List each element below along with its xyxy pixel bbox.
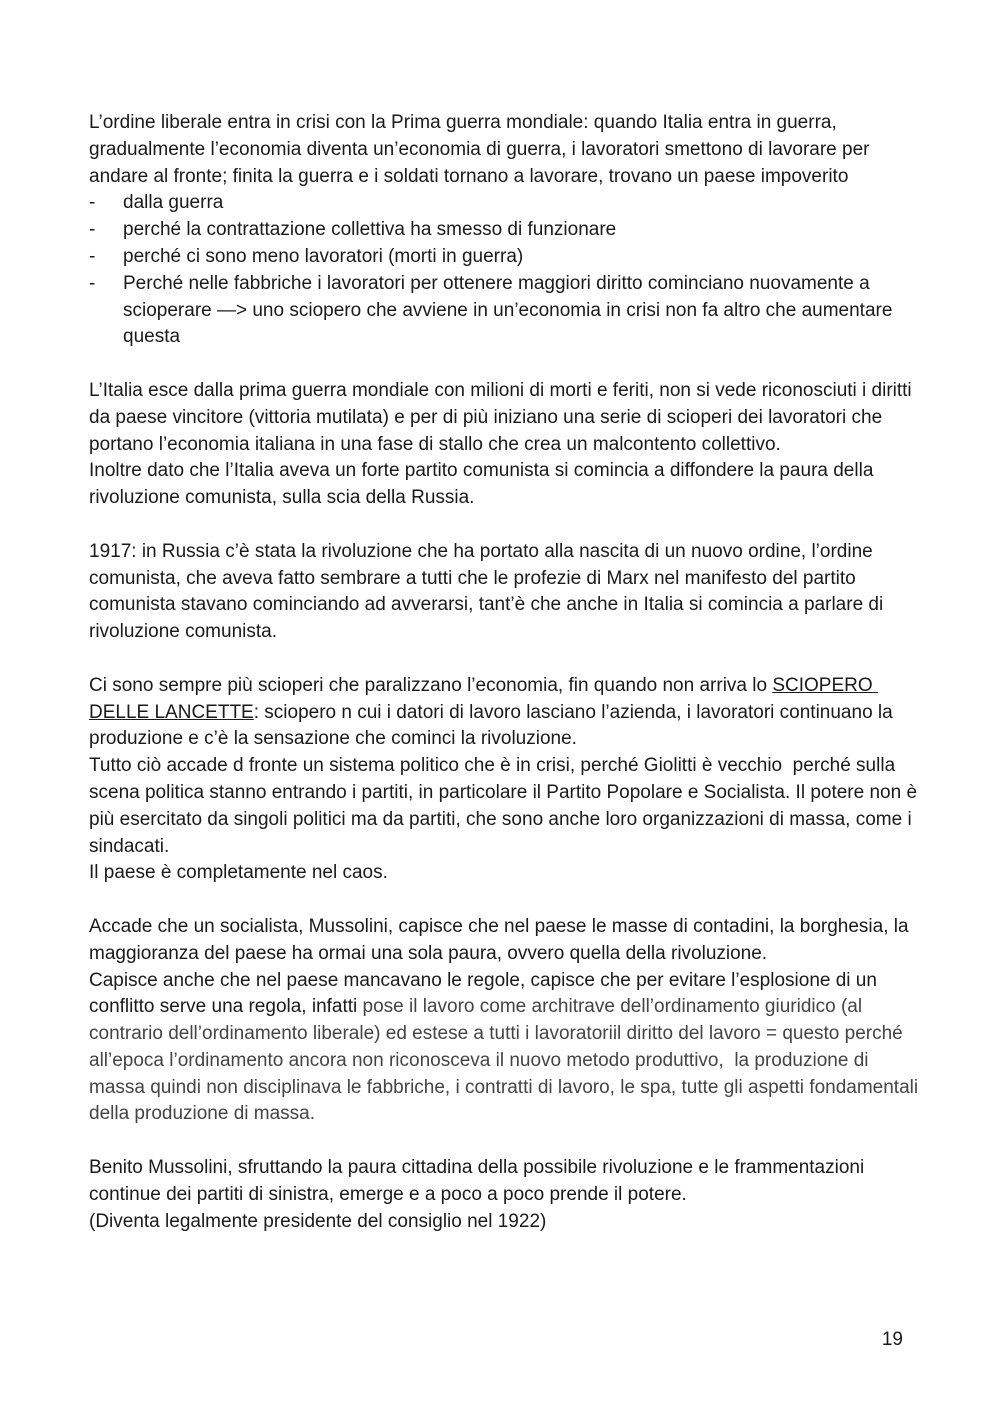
paragraph-mussolini-fear: Accade che un socialista, Mussolini, capisce che nel paese le masse di contadini, la borghesia, la maggioranza del paese ha ormai una sola paura, ovvero quella della rivoluzione.	[89, 915, 914, 964]
paragraph-chaos: Il paese è completamente nel caos.	[89, 862, 388, 884]
list-item: - dalla guerra	[89, 190, 919, 217]
dash-bullet: -	[89, 192, 96, 214]
list-item: - perché la contrattazione collettiva ha smesso di funzionare	[89, 217, 919, 244]
impoverishment-causes-list	[89, 190, 919, 351]
paragraph-war-crisis: L’ordine liberale entra in crisi con la Prima guerra mondiale: quando Italia entra in guerra, gradualmente l’economia diventa un’economia di guerra, i lavoratori smettono di lavorare per andare al fronte; finita la guerra e i soldati tornano a lavorare, trovano un paese impoverito	[89, 112, 875, 187]
page-body	[89, 110, 924, 1235]
paragraph-political-crisis: Tutto ciò accade d fronte un sistema politico che è in crisi, perché Giolitti è vecchio perché sulla scena politica stanno entrando i partiti, in particolare il Partito Popolare e Socialista. Il potere non è più esercitato da singoli politici ma da partiti, che sono anche loro organizzazioni di massa, come i sindacati.	[89, 755, 923, 857]
underlined-term: SCIOPERO DELLE LANCETTE	[89, 674, 878, 723]
list-item: - perché ci sono meno lavoratori (morti in guerra)	[89, 244, 919, 271]
paragraph-1922: (Diventa legalmente presidente del consiglio nel 1922)	[89, 1210, 547, 1232]
paragraph-spacer	[89, 512, 919, 539]
paragraph-spacer	[89, 646, 919, 673]
paragraph-spacer	[89, 1128, 919, 1155]
paragraph-labour-rule: Capisce anche che nel paese mancavano le regole, capisce che per evitare l’esplosione di un conflitto serve una regola, infatti pose il lavoro come architrave dell’ordinamento giuridico (al contrario dell’ordinamento liberale) ed estese a tutti i lavoratoriil diritto del lavoro = questo perché all’epoca l’ordinamento ancora non riconosceva il nuovo metodo produttivo, la produzione di massa quindi non disciplinava le fabbriche, i contratti di lavoro, le spa, tutte gli aspetti fondamentali della produzione di massa.	[89, 969, 924, 1125]
grey-text-run: pose il lavoro come architrave dell’ordinamento giuridico (al contrario dell’ordinamento liberale) ed estese a tutti i lavoratoriil diritto del lavoro = questo perché all’epoca l’ordinamento ancora non riconosceva il nuovo metodo produttivo, la produzione di massa quindi non disciplinava le fabbriche, i contratti di lavoro, le spa, tutte gli aspetti fondamentali della produzione di massa.	[89, 996, 924, 1125]
paragraph-russian-revolution: 1917: in Russia c’è stata la rivoluzione che ha portato alla nascita di un nuovo ordine, l’ordine comunista, che aveva fatto sembrare a tutti che le profezie di Marx nel manifesto del partito comunista stavano cominciando ad avverarsi, tant’è che anche in Italia si comincia a parlare di rivoluzione comunista.	[89, 540, 889, 643]
paragraph-rise-to-power: Benito Mussolini, sfruttando la paura cittadina della possibile rivoluzione e le frammentazioni continue dei partiti di sinistra, emerge e a poco a poco prende il potere.	[89, 1157, 870, 1205]
paragraph-communist-fear: Inoltre dato che l’Italia aveva un forte partito comunista si comincia a diffondere la paura della rivoluzione comunista, sulla scia della Russia.	[89, 460, 879, 509]
dash-bullet: -	[89, 272, 96, 294]
paragraph-strikes: Ci sono sempre più scioperi che paralizzano l’economia, fin quando non arriva lo SCIOPERO DELLE LANCETTE: sciopero n cui i datori di lavoro lasciano l’azienda, i lavoratori continuano la produzione e c’è la sensazione che cominci la rivoluzione.	[89, 674, 898, 750]
list-item: - Perché nelle fabbriche i lavoratori per ottenere maggiori diritto cominciano nuovamente a scioperare —> uno sciopero che avviene in un’economia in crisi non fa altro che aumentare questa	[89, 272, 893, 348]
paragraph-postwar-italy: L’Italia esce dalla prima guerra mondiale con milioni di morti e feriti, non si vede riconosciuti i diritti da paese vincitore (vittoria mutilata) e per di più iniziano una serie di scioperi dei lavoratori che portano l’economia italiana in una fase di stallo che crea un malcontento collettivo.	[89, 379, 917, 455]
dash-bullet: -	[89, 219, 96, 241]
page-number: 19	[881, 1329, 903, 1350]
paragraph-spacer	[89, 351, 919, 378]
dash-bullet: -	[89, 245, 96, 267]
paragraph-spacer	[89, 887, 919, 914]
